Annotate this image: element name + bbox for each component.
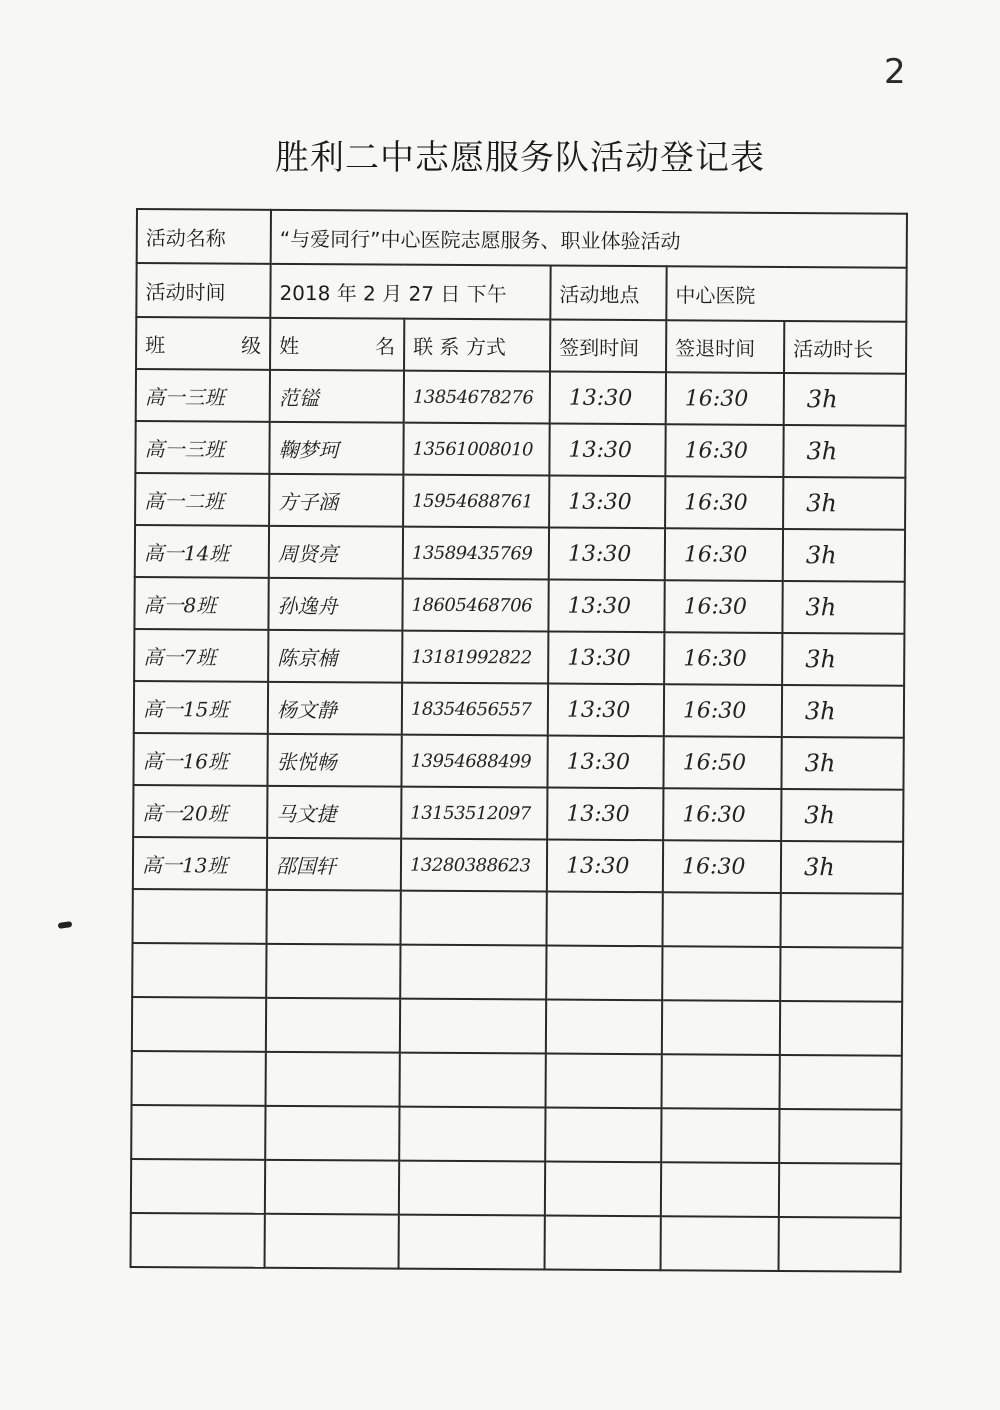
blank-cell [662, 946, 780, 1001]
cell-name: 张悦畅 [267, 734, 401, 787]
activity-name-value: “与爱同行”中心医院志愿服务、职业体验活动 [271, 210, 907, 268]
header-sign-out: 签退时间 [666, 320, 784, 373]
blank-cell [131, 1159, 265, 1214]
blank-cell [131, 1213, 265, 1268]
cell-name: 范镒 [270, 370, 404, 423]
blank-cell [662, 1054, 780, 1109]
cell-phone: 13854678276 [404, 371, 550, 424]
cell-class: 高一13班 [133, 837, 267, 890]
header-sign-in: 签到时间 [550, 320, 666, 373]
blank-cell [399, 1215, 545, 1270]
cell-name: 陈京楠 [268, 630, 402, 683]
cell-phone: 13954688499 [401, 735, 547, 788]
blank-cell [266, 998, 400, 1053]
blank-cell [267, 890, 401, 945]
header-duration: 活动时长 [784, 321, 906, 374]
cell-name: 周贤亮 [269, 526, 403, 579]
table-row [133, 733, 903, 790]
blank-row [131, 1159, 901, 1218]
blank-cell [400, 945, 546, 1000]
cell-sign-in: 13:30 [548, 684, 664, 737]
cell-sign-out: 16:30 [665, 528, 783, 581]
blank-cell [779, 1109, 901, 1164]
cell-sign-in: 13:30 [549, 476, 665, 529]
activity-time-value: 2018 年 2 月 27 日 下午 [270, 264, 550, 320]
activity-time-label: 活动时间 [136, 263, 270, 318]
cell-duration: 3h [782, 633, 904, 686]
cell-duration: 3h [783, 477, 905, 530]
cell-duration: 3h [783, 529, 905, 582]
activity-location-label: 活动地点 [550, 266, 666, 321]
cell-name: 马文捷 [267, 786, 401, 839]
cell-class: 高一20班 [133, 785, 267, 838]
blank-cell [132, 997, 266, 1052]
cell-phone: 13280388623 [401, 839, 547, 892]
blank-cell [663, 892, 781, 947]
cell-phone: 18354656557 [402, 683, 548, 736]
cell-phone: 15954688761 [403, 475, 549, 528]
blank-cell [661, 1216, 779, 1271]
cell-sign-in: 13:30 [547, 788, 663, 841]
cell-sign-in: 13:30 [550, 372, 666, 425]
cell-sign-out: 16:30 [663, 788, 781, 841]
cell-sign-in: 13:30 [547, 736, 663, 789]
blank-cell [131, 1105, 265, 1160]
table-row [134, 681, 904, 738]
cell-class: 高一8班 [134, 577, 268, 630]
cell-phone: 13561008010 [403, 423, 549, 476]
blank-cell [546, 946, 662, 1001]
cell-sign-out: 16:30 [664, 632, 782, 685]
table-row [133, 785, 903, 842]
blank-cell [546, 1054, 662, 1109]
cell-duration: 3h [781, 789, 903, 842]
cell-class: 高一三班 [136, 369, 270, 422]
table-row [135, 473, 905, 530]
column-header-row [136, 317, 906, 374]
blank-row [132, 1051, 902, 1110]
blank-cell [780, 1055, 902, 1110]
blank-cell [661, 1162, 779, 1217]
blank-row [133, 889, 903, 948]
blank-cell [546, 1000, 662, 1055]
blank-cell [779, 1217, 901, 1272]
cell-class: 高一15班 [134, 681, 268, 734]
cell-sign-out: 16:30 [663, 840, 781, 893]
table-row [135, 525, 905, 582]
cell-name: 杨文静 [268, 682, 402, 735]
cell-phone: 13153512097 [401, 787, 547, 840]
blank-cell [662, 1000, 780, 1055]
blank-cell [133, 889, 267, 944]
cell-sign-out: 16:30 [666, 372, 784, 425]
blank-cell [780, 947, 902, 1002]
blank-cell [400, 1053, 546, 1108]
blank-cell [780, 893, 902, 948]
cell-sign-in: 13:30 [547, 840, 663, 893]
activity-name-row [137, 209, 907, 268]
blank-cell [399, 1107, 545, 1162]
blank-cell [399, 1161, 545, 1216]
blank-row [131, 1105, 901, 1164]
blank-cell [780, 1001, 902, 1056]
cell-name: 鞠梦珂 [269, 422, 403, 475]
cell-sign-out: 16:30 [664, 684, 782, 737]
cell-sign-in: 13:30 [549, 528, 665, 581]
cell-name: 邵国轩 [267, 838, 401, 891]
page-number: 2 [884, 52, 906, 92]
table-row [135, 421, 905, 478]
header-contact: 联 系 方式 [404, 319, 550, 372]
blank-cell [545, 1216, 661, 1271]
blank-cell [265, 1160, 399, 1215]
cell-class: 高一14班 [135, 525, 269, 578]
cell-duration: 3h [781, 737, 903, 790]
blank-cell [132, 1051, 266, 1106]
cell-sign-out: 16:30 [664, 580, 782, 633]
header-name: 姓 名 [270, 318, 404, 371]
blank-cell [545, 1162, 661, 1217]
cell-class: 高一7班 [134, 629, 268, 682]
cell-sign-in: 13:30 [548, 580, 664, 633]
cell-sign-in: 13:30 [549, 424, 665, 477]
cell-duration: 3h [782, 581, 904, 634]
table-row [134, 577, 904, 634]
table-row [134, 629, 904, 686]
cell-class: 高一16班 [133, 733, 267, 786]
registration-table [130, 208, 909, 1273]
cell-sign-out: 16:30 [665, 424, 783, 477]
blank-cell [265, 1214, 399, 1269]
cell-phone: 18605468706 [402, 579, 548, 632]
cell-sign-in: 13:30 [548, 632, 664, 685]
cell-sign-out: 16:50 [663, 736, 781, 789]
header-class: 班 级 [136, 317, 270, 370]
blank-cell [779, 1163, 901, 1218]
blank-cell [266, 944, 400, 999]
blank-cell [265, 1106, 399, 1161]
cell-sign-out: 16:30 [665, 476, 783, 529]
activity-time-row [136, 263, 906, 322]
cell-phone: 13181992822 [402, 631, 548, 684]
cell-class: 高一三班 [135, 421, 269, 474]
cell-name: 方子涵 [269, 474, 403, 527]
cell-name: 孙逸舟 [268, 578, 402, 631]
blank-row [131, 1213, 901, 1272]
blank-cell [132, 943, 266, 998]
blank-cell [401, 891, 547, 946]
cell-class: 高一二班 [135, 473, 269, 526]
blank-cell [547, 892, 663, 947]
table-row [133, 837, 903, 894]
table-row [136, 369, 906, 426]
cell-duration: 3h [784, 373, 906, 426]
blank-cell [266, 1052, 400, 1107]
blank-row [132, 997, 902, 1056]
cell-duration: 3h [782, 685, 904, 738]
ink-mark [58, 921, 73, 929]
activity-location-value: 中心医院 [666, 266, 906, 321]
cell-duration: 3h [783, 425, 905, 478]
blank-cell [661, 1108, 779, 1163]
blank-cell [400, 999, 546, 1054]
blank-row [132, 943, 902, 1002]
page-title: 胜利二中志愿服务队活动登记表 [275, 138, 765, 178]
cell-duration: 3h [781, 841, 903, 894]
activity-name-label: 活动名称 [137, 209, 271, 264]
blank-cell [545, 1108, 661, 1163]
cell-phone: 13589435769 [403, 527, 549, 580]
